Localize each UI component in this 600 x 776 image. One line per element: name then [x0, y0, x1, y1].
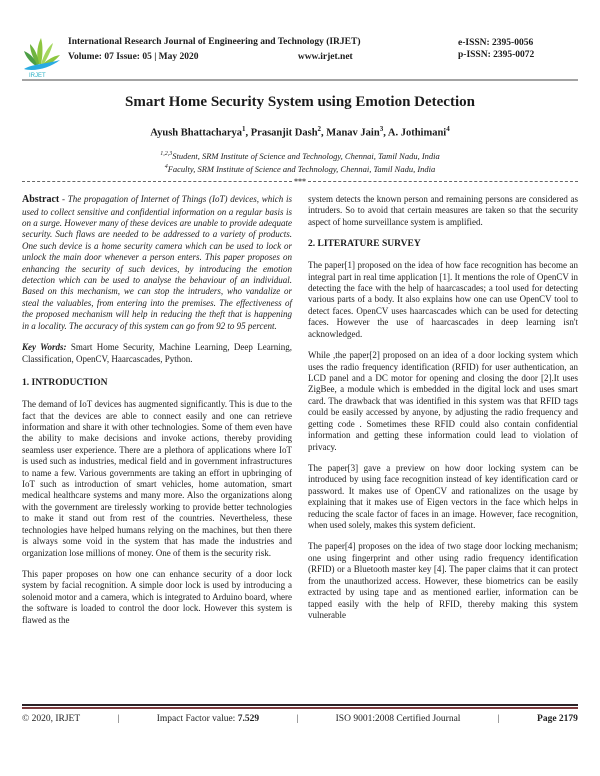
affiliation-line: [22, 150, 578, 163]
section-heading-literature-survey: 2. LITERATURE SURVEY: [308, 239, 421, 250]
survey-paragraph-1: The paper[1] proposed on the idea of how face recognition has become an integral part in real time application [1]. It mentions the role of OpenCV in detecting the face with the help of haarcascades; a tool used for detecting various parts of a body. It also explains how one can use OpenCV tool to detect faces. OpenCV uses haarcascades which can be used for detecting faces. However the use of haarcascades in deep learning isn't acknowledged.: [308, 260, 578, 339]
affiliation-text: Faculty, SRM Institute of Science and Technology, Chennai, Tamil Nadu, India: [167, 163, 436, 174]
abstract-label: Abstract: [22, 193, 60, 205]
section-separator: [22, 178, 578, 186]
impact-label: Impact Factor value:: [156, 714, 238, 724]
survey-paragraph-4: The paper[4] proposes on the idea of two stage door locking mechanism; one using fingerprint and other using radio frequency identification (RFID) or a Bluetooth master key [4]. The paper claims that it can protect from the unauthorized access. However, these biometrics can be easily extracted by using tape and as mentioned earlier, information can be tapped easily with the help of RFID, thereby making this system vulnerable: [308, 541, 578, 620]
issn-block: [458, 36, 578, 62]
body-columns: [22, 194, 578, 636]
intro-paragraph-2: This paper proposes on how one can enhance security of a door lock system by facial recognition. A simple door lock is used by introducing a solenoid motor and a camera, which is integrated to Arduino board, where the software is loaded to control the door lock. However this system is flawed as the: [22, 568, 292, 625]
author-separator: ,: [321, 127, 327, 139]
footer-impact-factor: [157, 714, 259, 724]
footer-divider: |: [117, 714, 120, 724]
survey-paragraph-2: While ,the paper[2] proposed on an idea of a door locking system which uses the radio frequency identification (RFID) for user authentication, an LCD panel and a DC motor for opening and closing the door [2].It uses ZigBee, a module which is embedded in the digital lock and uses smart card. The drawback that was identified in this system was that RFID tags could be easily accessed by anyone, by adjusting the radio frequency and getting code . Sometimes these RFID could also contain confidential information and getting these information could lead to violation of privacy.: [308, 350, 578, 452]
footer-divider: |: [296, 714, 299, 724]
separator-dashes: [22, 181, 292, 182]
footer-page-number: Page 2179: [537, 714, 578, 724]
footer-copyright: © 2020, IRJET: [22, 714, 81, 724]
authors-line: [22, 125, 578, 139]
journal-header: [22, 36, 578, 81]
author-sup: 1: [242, 125, 246, 133]
affiliations: [22, 150, 578, 176]
affiliation-text: Student, SRM Institute of Science and Technology, Chennai, Tamil Nadu, India: [172, 150, 440, 161]
section-heading-introduction: 1. INTRODUCTION: [22, 378, 108, 389]
volume-issue: Volume: 07 Issue: 05 | May 2020: [68, 52, 199, 63]
affiliation-sup: 4: [164, 163, 168, 170]
abstract-text: The propagation of Internet of Things (IoT) devices, which is used to collect sensitive and confidential information on a regular basis is on a surge. However many of these devices are unable to provide adequate security. Such flaws are needed to be addressed to a variety of products. One such device is a home security camera which can be used to lock or unlock the main door whenever a person enters. This paper proposes on enhancing the security of such devices, by introducing the emotion detection which can be used to analyse the behaviour of an individual. Based on this mechanism, we can stop the intruders, who vandalize or steal the valuables, from entering into the premises. The effectiveness of the proposed mechanism will help in reducing the theft that is happening in a locality. The accuracy of this system can go from 92 to 95 percent.: [22, 193, 292, 331]
author-separator: ,: [245, 127, 251, 139]
journal-name: International Research Journal of Engineering and Technology (IRJET): [68, 37, 361, 47]
impact-value: 7.529: [237, 714, 260, 724]
paper-title: Smart Home Security System using Emotion Detection: [125, 94, 475, 110]
journal-website-link[interactable]: www.irjet.net: [297, 52, 353, 63]
affiliation-sup: 1,2,3: [160, 150, 173, 157]
separator-dashes: [308, 181, 578, 182]
author-sup: 4: [446, 125, 450, 133]
author-name: A. Jothimani: [387, 127, 447, 139]
logo-text: IRJET: [29, 73, 46, 78]
e-issn: e-ISSN: 2395-0056: [458, 38, 534, 48]
header-center: [68, 36, 452, 62]
right-column: [308, 194, 578, 636]
abstract-dash: -: [59, 193, 68, 204]
intro-paragraph-1: The demand of IoT devices has augmented significantly. This is due to the fact that the devices are able to connect easily and one can retrieve information and share it with other technologies. Some of them even have the ability to make decisions and invoke actions, thereby providing seamless user experience. There are a plethora of applications where IoT is used such as industries, medical field and in government infrastructures to name a few. Various governments are taking an effort in upbringing of IoT such as introduction of smart vehicles, home automation, smart medical healthcare systems and many more. Also the organizations along with the government are tirelessly working to provide better technologies to make it stand out from rest of the countries. Nevertheless, these technologies have helped humans relying on the machines, but then there is always some void in the system that has made the industries and organization lose millions of money. One of them is the security risk.: [22, 399, 292, 558]
page-footer: [22, 704, 578, 724]
keywords-text: Smart Home Security, Machine Learning, Deep Learning, Classification, OpenCV, Haarcascades, Python.: [22, 342, 292, 364]
survey-paragraph-3: The paper[3] gave a preview on how door locking system can be introduced by using face recognition instead of key identification card or password. It makes use of OpenCV and rationalizes on the usage by explaining that it makes use of Eigen vectors in the face which helps in reducing the scale factor of faces in an image. However, face recognition, when used solely, makes this system deficient.: [308, 462, 578, 531]
footer-divider: |: [497, 714, 500, 724]
irjet-logo-icon: [22, 36, 62, 76]
continuation-paragraph: system detects the known person and remaining persons are considered as intruders. So to avoid that certain measures are taken so that the security aspect of home surveillance system is amplified.: [308, 193, 578, 227]
author-sup: 3: [379, 125, 384, 133]
author-name: Manav Jain: [326, 127, 380, 139]
separator-stars: ***: [294, 176, 306, 186]
p-issn: p-ISSN: 2395-0072: [458, 50, 535, 61]
abstract-paragraph: [22, 194, 292, 332]
author-name: Prasanjit Dash: [250, 127, 318, 139]
footer-rule-maroon: [22, 707, 578, 709]
footer-text-row: [22, 714, 578, 724]
author-sup: 2: [317, 125, 322, 133]
author-name: Ayush Bhattacharya: [150, 127, 242, 139]
affiliation-line: [22, 163, 578, 176]
keywords-label: Key Words:: [22, 342, 67, 353]
footer-rule-dark: [22, 704, 578, 706]
footer-iso: ISO 9001:2008 Certified Journal: [335, 714, 461, 724]
author-separator: ,: [383, 127, 388, 139]
keywords-paragraph: [22, 342, 292, 365]
left-column: [22, 194, 292, 636]
